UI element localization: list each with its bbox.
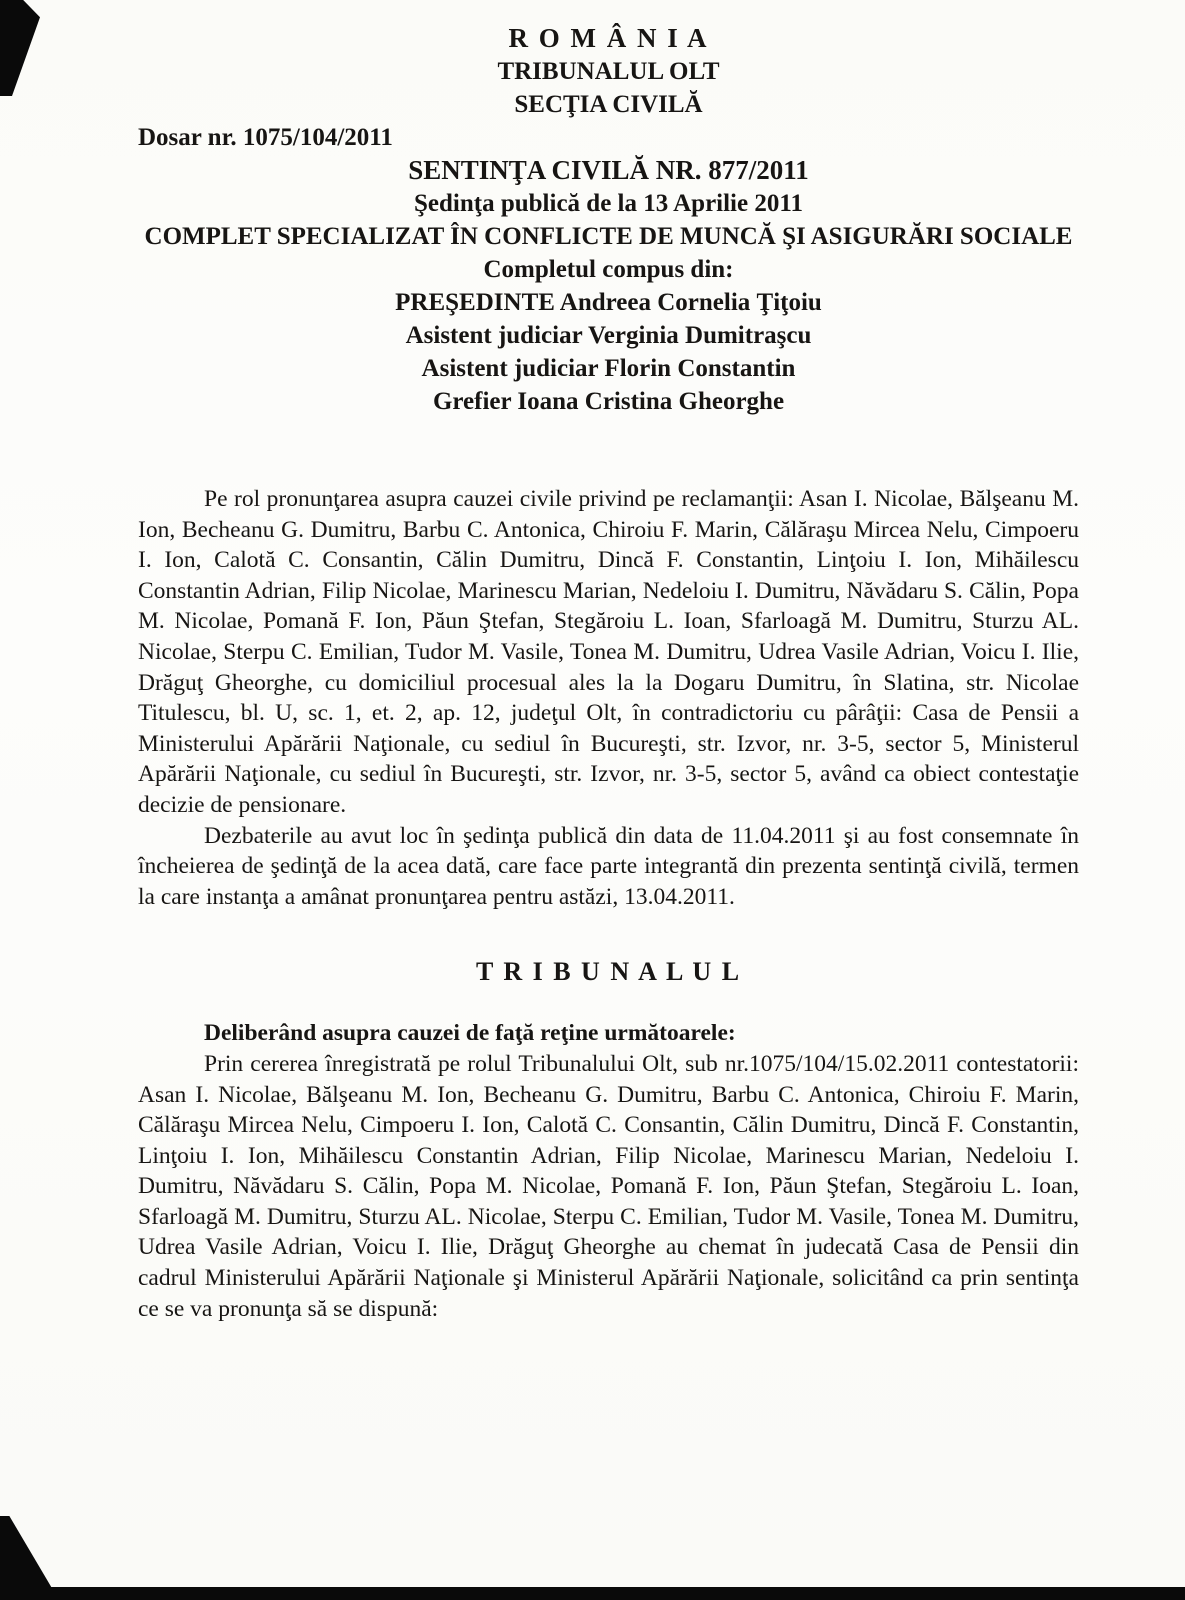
tribunal-heading: T R I B U N A L U L — [475, 957, 742, 987]
paragraph-debates: Dezbaterile au avut loc în şedinţa publică din data de 11.04.2011 şi au fost consemnate în încheierea de şedinţă de la acea dată, care face parte integrantă din prezenta sentinţă civilă, termen la care instanţa a amânat pronunţarea pentru astăzi, 13.04.2011. — [138, 822, 1079, 910]
deliberation-lead-line: Deliberând asupra cauzei de faţă reţine următoarele: — [204, 1020, 736, 1047]
paragraph-request: Prin cererea înregistrată pe rolul Tribunalului Olt, sub nr.1075/104/15.02.2011 contestatorii: Asan I. Nicolae, Bălşeanu M. Ion, Becheanu G. Dumitru, Barbu C. Antonica, Chiroiu F. Marin, Călăraşu Mircea Nelu, Cimpoeru I. Ion, Calotă C. Consantin, Călin Dumitru, Dincă F. Constantin, Linţoiu I. Ion, Mihăilescu Constantin Adrian, Filip Nicolae, Marinescu Marian, Nedeloiu I. Dumitru, Năvădaru S. Călin, Popa M. Nicolae, Pomană F. Ion, Păun Ştefan, Stegăroiu L. Ioan, Sfarloagă M. Dumitru, Sturzu AL. Nicolae, Sterpu C. Emilian, Tudor M. Vasile, Tonea M. Dumitru, Udrea Vasile Adrian, Voicu I. Ilie, Drăguţ Gheorghe au chemat în judecată Casa de Pensii din cadrul Ministerului Apărării Naţionale şi Ministerul Apărării Naţionale, solicitând ca prin sentinţa ce se va pronunţa să se dispună: — [138, 1050, 1079, 1322]
scan-artifact-bottom-bar — [46, 1587, 1185, 1600]
session-date-line: Şedinţa publică de la 13 Aprilie 2011 — [414, 190, 803, 217]
panel-composition-label: Completul compus din: — [483, 256, 734, 283]
judgment-title: SENTINŢA CIVILĂ NR. 877/2011 — [408, 155, 809, 185]
scan-artifact-top-left — [0, 0, 40, 96]
panel-specialization-line: COMPLET SPECIALIZAT ÎN CONFLICTE DE MUNCĂ ŞI ASIGURĂRI SOCIALE — [144, 223, 1073, 250]
court-section: SECŢIA CIVILĂ — [514, 91, 703, 118]
panel-member-president: PREŞEDINTE Andreea Cornelia Ţiţoiu — [395, 289, 822, 316]
panel-member-assistant-2: Asistent judiciar Florin Constantin — [421, 355, 796, 382]
court-name: TRIBUNALUL OLT — [497, 58, 720, 85]
panel-member-clerk: Grefier Ioana Cristina Gheorghe — [432, 388, 785, 415]
scan-artifact-bottom-left — [0, 1516, 52, 1600]
country-heading: R O M Â N I A — [508, 23, 709, 53]
case-number: Dosar nr. 1075/104/2011 — [138, 124, 393, 151]
panel-member-assistant-1: Asistent judiciar Verginia Dumitraşcu — [405, 322, 812, 349]
document-content — [138, 22, 1079, 1324]
paragraph-case-on-roll: Pe rol pronunţarea asupra cauzei civile privind pe reclamanţii: Asan I. Nicolae, Bălşeanu M. Ion, Becheanu G. Dumitru, Barbu C. Antonica, Chiroiu F. Marin, Călăraşu Mircea Nelu, Cimpoeru I. Ion, Calotă C. Consantin, Călin Dumitru, Dincă F. Constantin, Linţoiu I. Ion, Mihăilescu Constantin Adrian, Filip Nicolae, Marinescu Marian, Nedeloiu I. Dumitru, Năvădaru S. Călin, Popa M. Nicolae, Pomană F. Ion, Păun Ştefan, Stegăroiu L. Ioan, Sfarloagă M. Dumitru, Sturzu AL. Nicolae, Sterpu C. Emilian, Tudor M. Vasile, Tonea M. Dumitru, Udrea Vasile Adrian, Voicu I. Ilie, Drăguţ Gheorghe, cu domiciliul procesual ales la la Dogaru Dumitru, în Slatina, str. Nicolae Titulescu, bl. U, sc. 1, et. 2, ap. 12, judeţul Olt, în contradictoriu cu pârâţii: Casa de Pensii a Ministerului Apărării Naţionale, cu sediul în Bucureşti, str. Izvor, nr. 3-5, sector 5, Ministerul Apărării Naţionale, cu sediul în Bucureşti, str. Izvor, nr. 3-5, sector 5, având ca obiect contestaţie decizie de pensionare. — [138, 486, 1079, 818]
